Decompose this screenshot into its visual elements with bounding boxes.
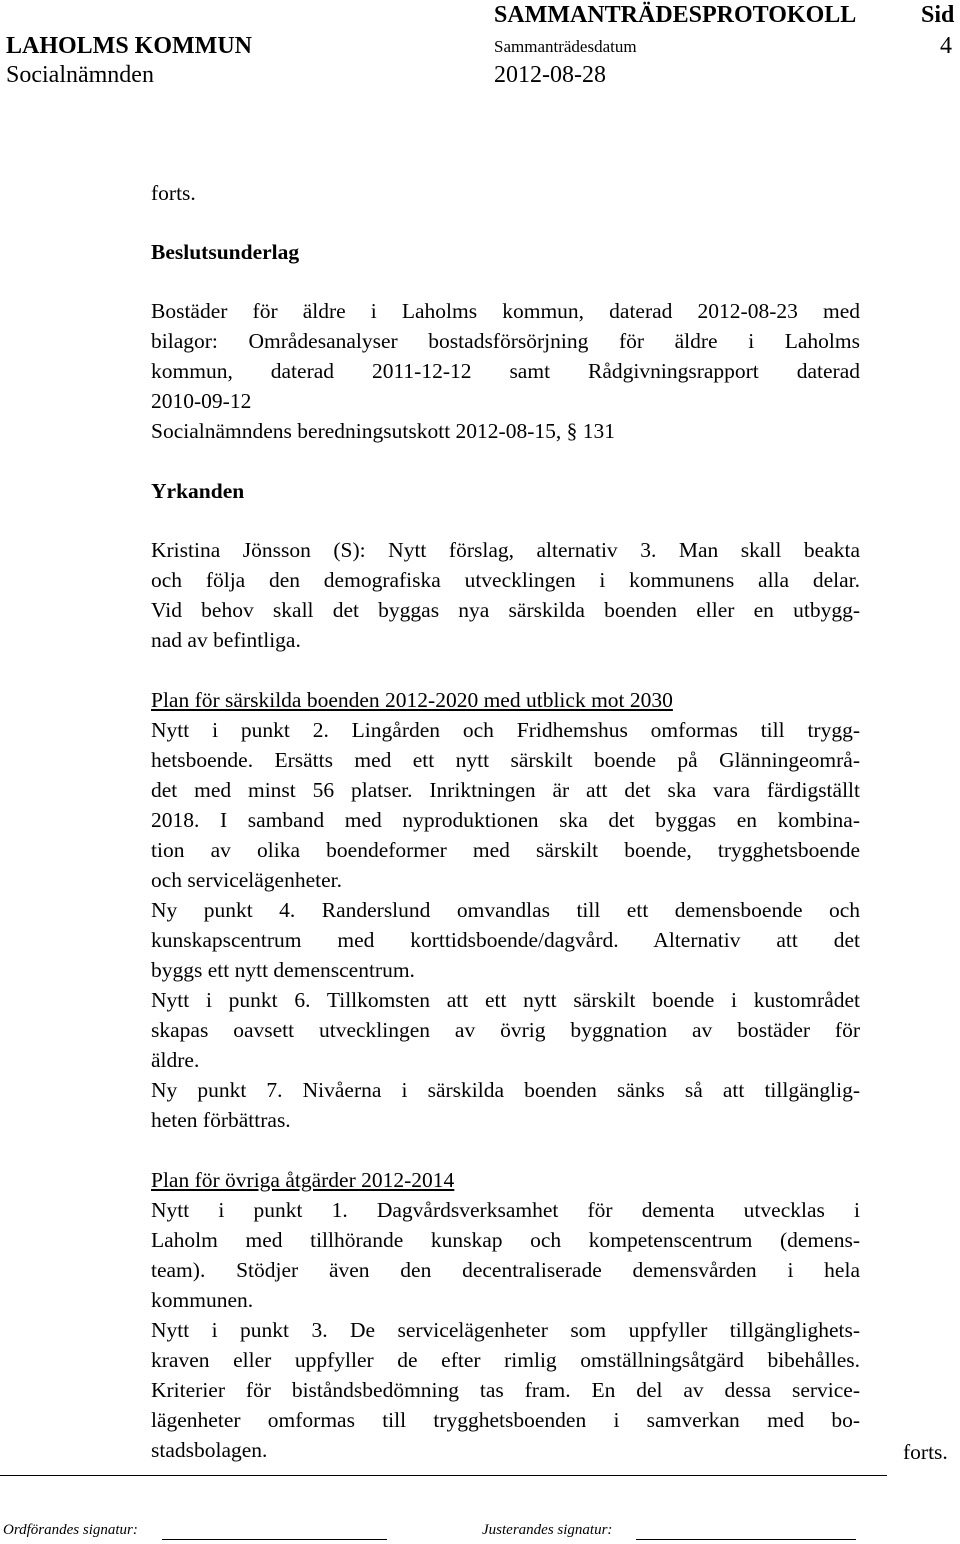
text-line: det med minst 56 platser. Inriktningen är att det ska vara färdigställt xyxy=(151,778,860,802)
section-heading-beslutsunderlag: Beslutsunderlag xyxy=(151,240,300,264)
text-line: Kristina Jönsson (S): Nytt förslag, alternativ 3. Man skall beakta xyxy=(151,538,860,562)
page-number: 4 xyxy=(940,33,952,59)
text-line: Nytt i punkt 3. De servicelägenheter som uppfyller tillgänglighets- xyxy=(151,1318,860,1342)
text-line: Ny punkt 7. Nivåerna i särskilda boenden sänks så att tillgänglig- xyxy=(151,1078,860,1102)
sid-label: Sid xyxy=(921,2,955,28)
yrkanden-text xyxy=(151,535,860,655)
plan-boenden-section xyxy=(151,685,860,1135)
section-heading-yrkanden: Yrkanden xyxy=(151,479,245,503)
text-line: Nytt i punkt 1. Dagvårdsverksamhet för dementa utvecklas i xyxy=(151,1198,860,1222)
text-line: byggs ett nytt demenscentrum. xyxy=(151,958,415,982)
text-line: Ny punkt 4. Randerslund omvandlas till ett demensboende och xyxy=(151,898,860,922)
text-line: äldre. xyxy=(151,1048,200,1072)
protocol-title: SAMMANTRÄDESPROTOKOLL xyxy=(494,2,857,28)
text-line: Nytt i punkt 2. Lingården och Fridhemshus omformas till trygg- xyxy=(151,718,860,742)
text-line: hetsboende. Ersätts med ett nytt särskilt boende på Glänningeområ- xyxy=(151,748,860,772)
text-line: tion av olika boendeformer med särskilt boende, trygghetsboende xyxy=(151,838,860,862)
text-line: och servicelägenheter. xyxy=(151,868,343,892)
text-line: Bostäder för äldre i Laholms kommun, daterad 2012-08-23 med xyxy=(151,299,860,323)
footer-rule xyxy=(0,1475,887,1476)
text-line: Nytt i punkt 6. Tillkomsten att ett nytt särskilt boende i kustområdet xyxy=(151,988,860,1012)
text-line: lägenheter omformas till trygghetsboenden i samverkan med bo- xyxy=(151,1408,860,1432)
text-line: 2010-09-12 xyxy=(151,389,252,413)
chair-signature-line xyxy=(162,1539,387,1540)
document-body xyxy=(151,178,860,1465)
text-line: bilagor: Områdesanalyser bostadsförsörjning för äldre i Laholms xyxy=(151,329,860,353)
committee-name: Socialnämnden xyxy=(6,62,154,88)
text-line: Laholm med tillhörande kunskap och kompetenscentrum (demens- xyxy=(151,1228,860,1252)
text-line: kommunen. xyxy=(151,1288,254,1312)
text-line: kunskapscentrum med korttidsboende/dagvård. Alternativ att det xyxy=(151,928,860,952)
text-line: 2018. I samband med nyproduktionen ska det byggas en kombina- xyxy=(151,808,860,832)
meeting-date-label: Sammanträdesdatum xyxy=(494,37,637,56)
text-line: kraven eller uppfyller de efter rimlig omställningsåtgärd bibehålles. xyxy=(151,1348,860,1372)
text-line: Kriterier för biståndsbedömning tas fram. En del av dessa service- xyxy=(151,1378,860,1402)
text-line: Vid behov skall det byggas nya särskilda boenden eller en utbygg- xyxy=(151,598,860,622)
section-heading-plan-boenden: Plan för särskilda boenden 2012-2020 med utblick mot 2030 xyxy=(151,688,673,712)
text-line: Socialnämndens beredningsutskott 2012-08-15, § 131 xyxy=(151,419,615,443)
chair-signature-label: Ordförandes signatur: xyxy=(3,1522,138,1538)
adjuster-signature-line xyxy=(636,1539,856,1540)
section-heading-plan-atgarder: Plan för övriga åtgärder 2012-2014 xyxy=(151,1168,455,1192)
text-line: nad av befintliga. xyxy=(151,628,301,652)
text-line: heten förbättras. xyxy=(151,1108,291,1132)
adjuster-signature-label: Justerandes signatur: xyxy=(482,1522,613,1538)
text-line: team). Stödjer även den decentraliserade demensvården i hela xyxy=(151,1258,860,1282)
plan-atgarder-section xyxy=(151,1165,860,1465)
continued-marker: forts. xyxy=(151,181,196,205)
text-line: stadsbolagen. xyxy=(151,1438,268,1462)
text-line: kommun, daterad 2011-12-12 samt Rådgivningsrapport daterad xyxy=(151,359,860,383)
meeting-date: 2012-08-28 xyxy=(494,62,606,88)
text-line: och följa den demografiska utvecklingen i kommunens alla delar. xyxy=(151,568,860,592)
beslutsunderlag-text xyxy=(151,296,860,446)
organization-name: LAHOLMS KOMMUN xyxy=(6,33,252,59)
text-line: skapas oavsett utvecklingen av övrig byggnation av bostäder för xyxy=(151,1018,860,1042)
continued-marker-bottom: forts. xyxy=(903,1440,948,1464)
